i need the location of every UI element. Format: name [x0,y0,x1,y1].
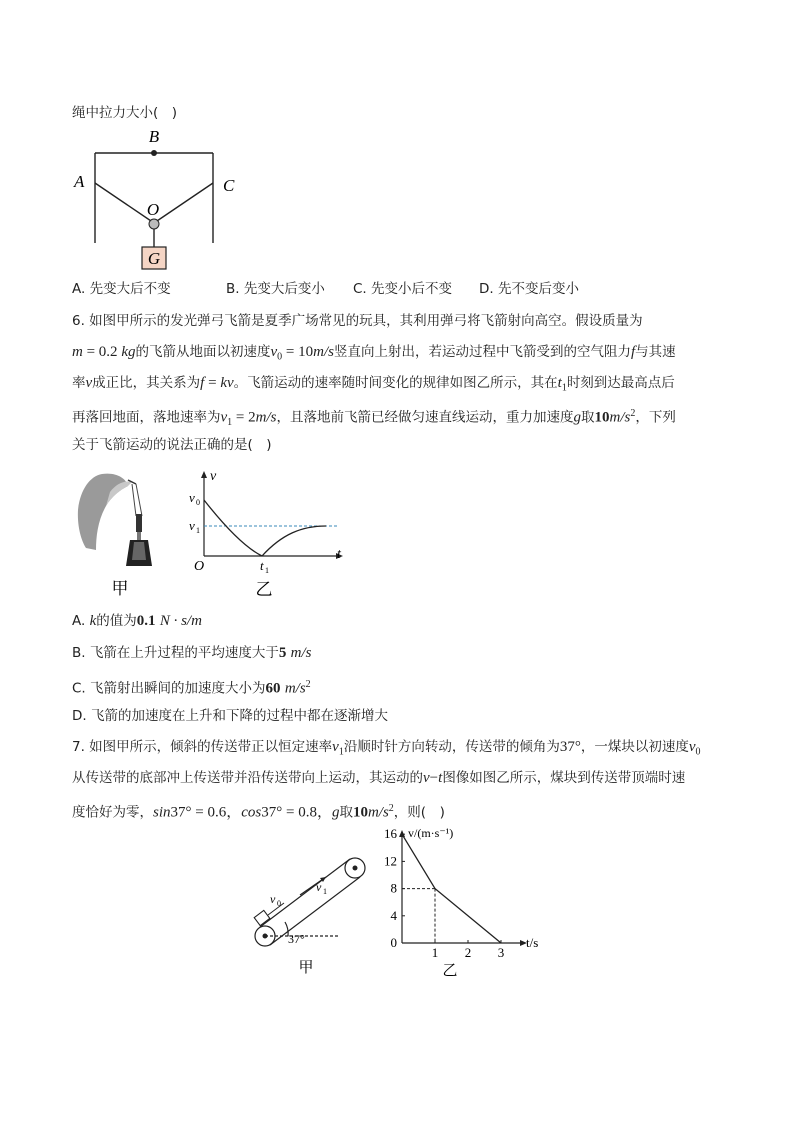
x-tick-label: 1 [431,945,439,960]
q5-option-d: D. 先不变后变小 [479,281,579,297]
label-b: B [148,127,160,146]
y-tick-label: 8 [390,880,397,896]
q6-option-b: B. 飞箭在上升过程的平均速度大于5 m/s [72,645,312,661]
y-tick-label: 16 [384,826,397,842]
graph-v1: v [189,518,195,533]
q6-slingshot-image [72,470,172,598]
belt-v1: v [316,880,322,894]
q7-fig-yi-label: 乙 [442,963,458,979]
series-line [402,834,501,943]
q6-option-d: D. 飞箭的加速度在上升和下降的过程中都在逐渐增大 [72,708,388,724]
fig-jia-label: 甲 [111,579,129,598]
label-c: C [223,176,235,195]
chart-ylabel: v/(m·s⁻¹) [408,826,454,840]
x-tick-label: 3 [497,945,505,960]
q7-line-1: 7. 如图甲所示，倾斜的传送带正以恒定速率$v_1$沿顺时针方向转动，传送带的倾角为37°，一煤块以初速度$v_0$ [72,739,701,758]
q6-option-c: C. 飞箭射出瞬间的加速度大小为60 $m/s^2$ [72,679,311,697]
q7-line-2: 从传送带的底部冲上传送带并沿传送带向上运动，其运动的v−t图像如图乙所示，煤块到传送带顶端时速 [72,770,686,786]
label-g: G [147,249,161,268]
belt-v1-sub: 1 [323,887,327,896]
q6-line-2: m = 0.2 kg的飞箭从地面以初速度$v_0 = 10m/s$竖直向上射出，若运动过程中飞箭受到的空气阻力f与其速 [72,344,676,363]
graph-v0-sub: 0 [196,498,200,507]
graph-t1-sub: 1 [265,566,269,575]
graph-origin: O [194,559,205,574]
q5-tail: 绳中拉力大小( ) [72,105,178,121]
graph-v1-sub: 1 [196,526,200,535]
q6-line-4: 再落回地面，落地速率为$v_1 = 2m/s$，且落地前飞箭已经做匀速直线运动，重力加速度g取$10m/s^2$，下列 [72,408,676,429]
graph-v-axis: v [210,469,217,484]
q6-option-a: A. k的值为0.1 N · s/m [72,613,202,629]
label-o: O [146,200,160,219]
chart-xlabel: t/s [526,935,539,950]
y-tick-label: 0 [390,935,397,950]
graph-t1: t [260,558,264,573]
q6-vt-graph [186,470,356,600]
fig-yi-label: 乙 [255,580,273,599]
q5-option-c: C. 先变小后不变 [353,281,453,297]
q7-conveyor-figure [248,855,378,980]
y-tick-label: 12 [384,853,397,869]
graph-v0: v [189,490,195,505]
q5-option-b: B. 先变大后变小 [226,281,325,297]
q6-line-1: 6. 如图甲所示的发光弹弓飞箭是夏季广场常见的玩具，其利用弹弓将飞箭射向高空。假设质量为 [72,313,643,329]
x-tick-label: 2 [464,945,472,960]
q6-line-3: 率v成正比，其关系为f = kv。飞箭运动的速率随时间变化的规律如图乙所示，其在$t_1$时刻到达最高点后 [72,375,675,394]
belt-angle: 37° [288,932,305,946]
label-a: A [74,172,85,191]
q7-line-3: 度恰好为零，sin37° = 0.6，cos37° = 0.8，g取$10m/s^2$，则( ) [72,803,445,821]
graph-t-axis: t [337,547,341,562]
q7-vt-chart [370,825,550,980]
q5-pulley-figure [70,125,250,275]
belt-v0: v [270,892,276,906]
y-tick-label: 4 [390,907,397,923]
belt-v0-sub: 0 [277,899,281,908]
q6-line-5: 关于飞箭运动的说法正确的是( ) [72,437,272,453]
q7-fig-jia-label: 甲 [298,960,314,976]
q5-option-a: A. 先变大后不变 [72,281,171,297]
